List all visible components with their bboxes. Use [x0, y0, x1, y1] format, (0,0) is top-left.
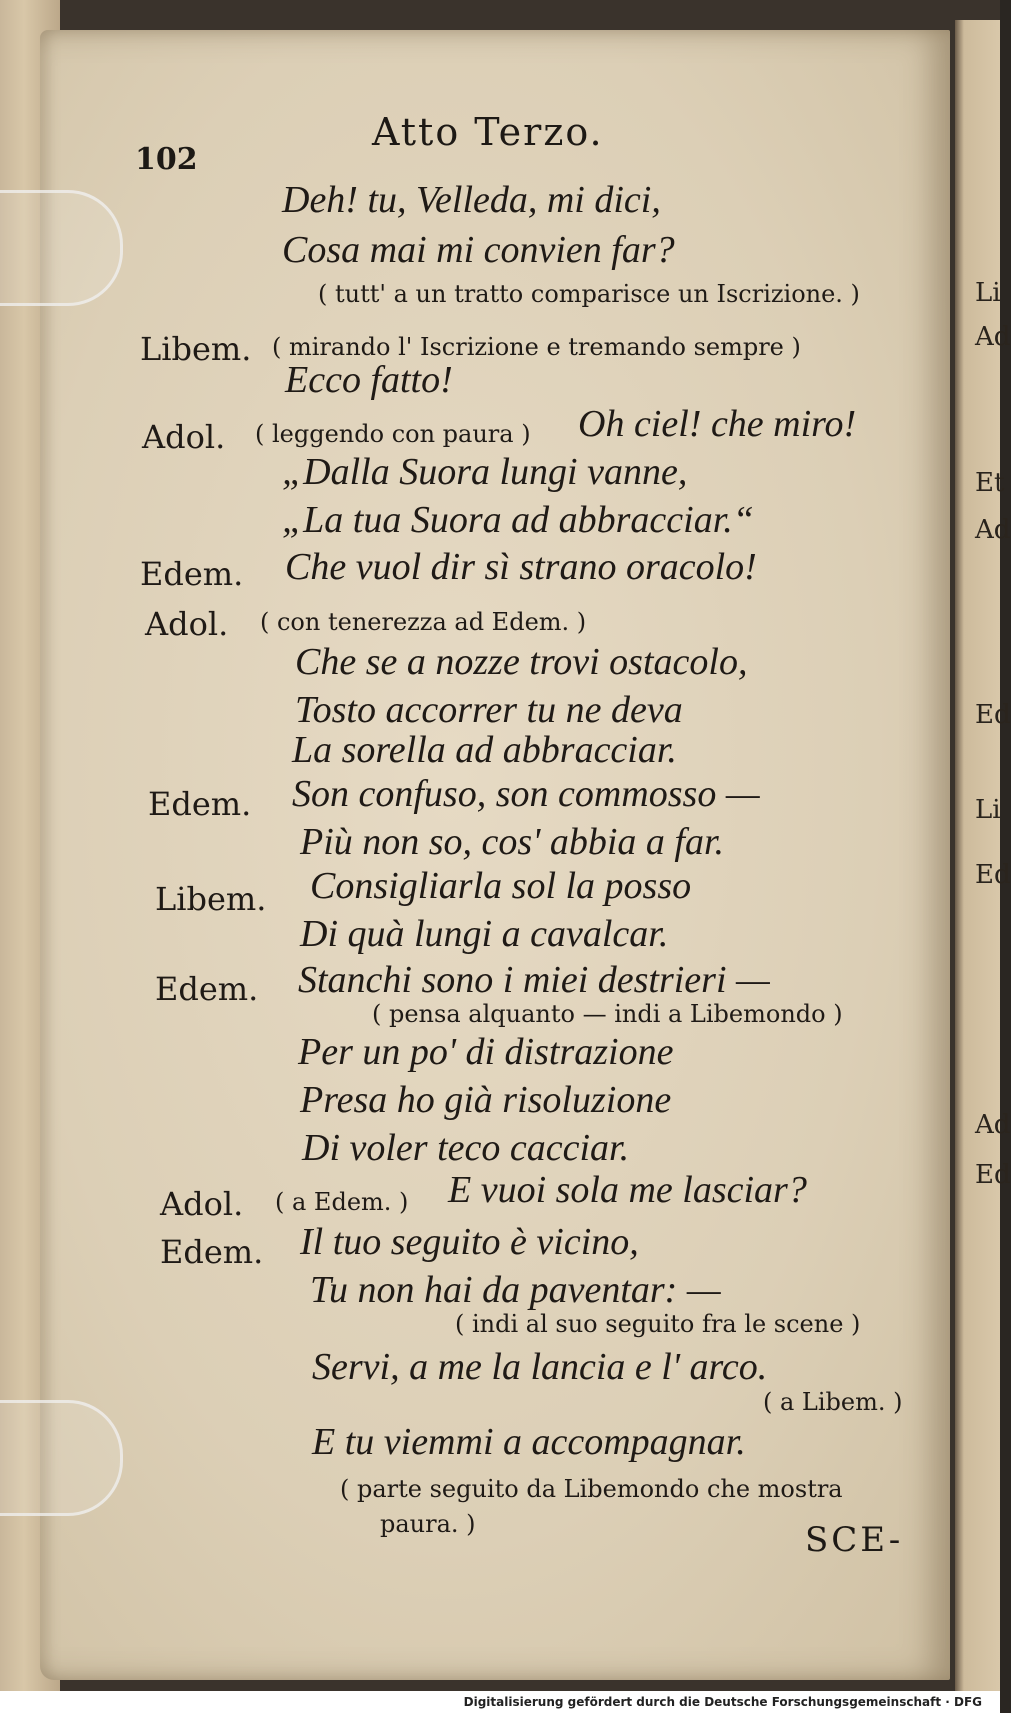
- digitization-credit: Digitalisierung gefördert durch die Deutsche Forschungsgemeinschaft · DFG: [0, 1691, 1000, 1713]
- verse-line: Oh ciel! che miro!: [578, 403, 857, 445]
- facing-page-fragment: Et: [975, 468, 1005, 498]
- speaker-name: Adol.: [145, 605, 229, 643]
- verse-line: Il tuo seguito è vicino,: [300, 1221, 639, 1263]
- verse-line: Son confuso, son commosso —: [292, 773, 760, 815]
- facing-page-fragment: Li: [975, 795, 1001, 825]
- stage-direction: ( indi al suo seguito fra le scene ): [455, 1310, 861, 1338]
- facing-page-fragment: Ed: [975, 860, 1011, 890]
- speaker-name: Edem.: [160, 1233, 264, 1271]
- facing-page-fragment: Ed: [975, 1160, 1011, 1190]
- stage-direction: ( a Edem. ): [275, 1188, 409, 1216]
- verse-line: Per un po' di distrazione: [298, 1031, 674, 1073]
- verse-line: Tu non hai da paventar: —: [310, 1269, 721, 1311]
- verse-line: Presa ho già risoluzione: [300, 1079, 672, 1121]
- facing-page-fragment: Ad: [975, 1110, 1011, 1140]
- speaker-name: Libem.: [140, 330, 252, 368]
- catchword: SCE-: [805, 1520, 904, 1560]
- speaker-name: Edem.: [148, 785, 252, 823]
- stage-direction: ( tutt' a un tratto comparisce un Iscrizione. ): [318, 280, 860, 308]
- stage-direction: ( a Libem. ): [763, 1388, 903, 1416]
- stage-direction: paura. ): [380, 1510, 476, 1538]
- verse-line: E tu viemmi a accompagnar.: [312, 1421, 746, 1463]
- verse-line: Che se a nozze trovi ostacolo,: [295, 641, 748, 683]
- stage-direction: ( leggendo con paura ): [255, 420, 531, 448]
- speaker-name: Adol.: [160, 1185, 244, 1223]
- page-number: 102: [135, 142, 198, 177]
- running-header: Atto Terzo.: [372, 110, 604, 154]
- speaker-name: Edem.: [155, 970, 259, 1008]
- facing-page-fragment: Li: [975, 278, 1001, 308]
- verse-line: „Dalla Suora lungi vanne,: [282, 451, 688, 493]
- verse-line: Stanchi sono i miei destrieri —: [298, 959, 770, 1001]
- verse-line: Deh! tu, Velleda, mi dici,: [282, 179, 661, 221]
- page-clip-top: [0, 190, 123, 306]
- stage-direction: ( pensa alquanto — indi a Libemondo ): [372, 1000, 843, 1028]
- verse-line: „La tua Suora ad abbracciar.“: [282, 499, 754, 541]
- verse-line: La sorella ad abbracciar.: [292, 729, 677, 771]
- verse-line: Che vuol dir sì strano oracolo!: [285, 546, 757, 588]
- verse-line: Ecco fatto!: [285, 359, 453, 401]
- facing-page-fragment: Ad: [975, 515, 1011, 545]
- stage-direction: ( mirando l' Iscrizione e tremando sempre ): [272, 333, 801, 361]
- verse-line: Più non so, cos' abbia a far.: [300, 821, 725, 863]
- facing-page-fragment: Ad: [975, 322, 1011, 352]
- verse-line: Di quà lungi a cavalcar.: [300, 913, 669, 955]
- speaker-name: Libem.: [155, 880, 267, 918]
- verse-line: Consigliarla sol la posso: [310, 865, 692, 907]
- facing-page-fragment: Ed: [975, 700, 1011, 730]
- stage-direction: ( con tenerezza ad Edem. ): [260, 608, 587, 636]
- verse-line: Di voler teco cacciar.: [302, 1127, 630, 1169]
- verse-line: Servi, a me la lancia e l' arco.: [312, 1346, 768, 1388]
- speaker-name: Adol.: [142, 418, 226, 456]
- verse-line: Cosa mai mi convien far?: [282, 229, 675, 271]
- stage-direction: ( parte seguito da Libemondo che mostra: [340, 1475, 843, 1503]
- speaker-name: Edem.: [140, 555, 244, 593]
- page-clip-bottom: [0, 1400, 123, 1516]
- verse-line: E vuoi sola me lasciar?: [448, 1169, 807, 1211]
- verse-line: Tosto accorrer tu ne deva: [295, 689, 683, 731]
